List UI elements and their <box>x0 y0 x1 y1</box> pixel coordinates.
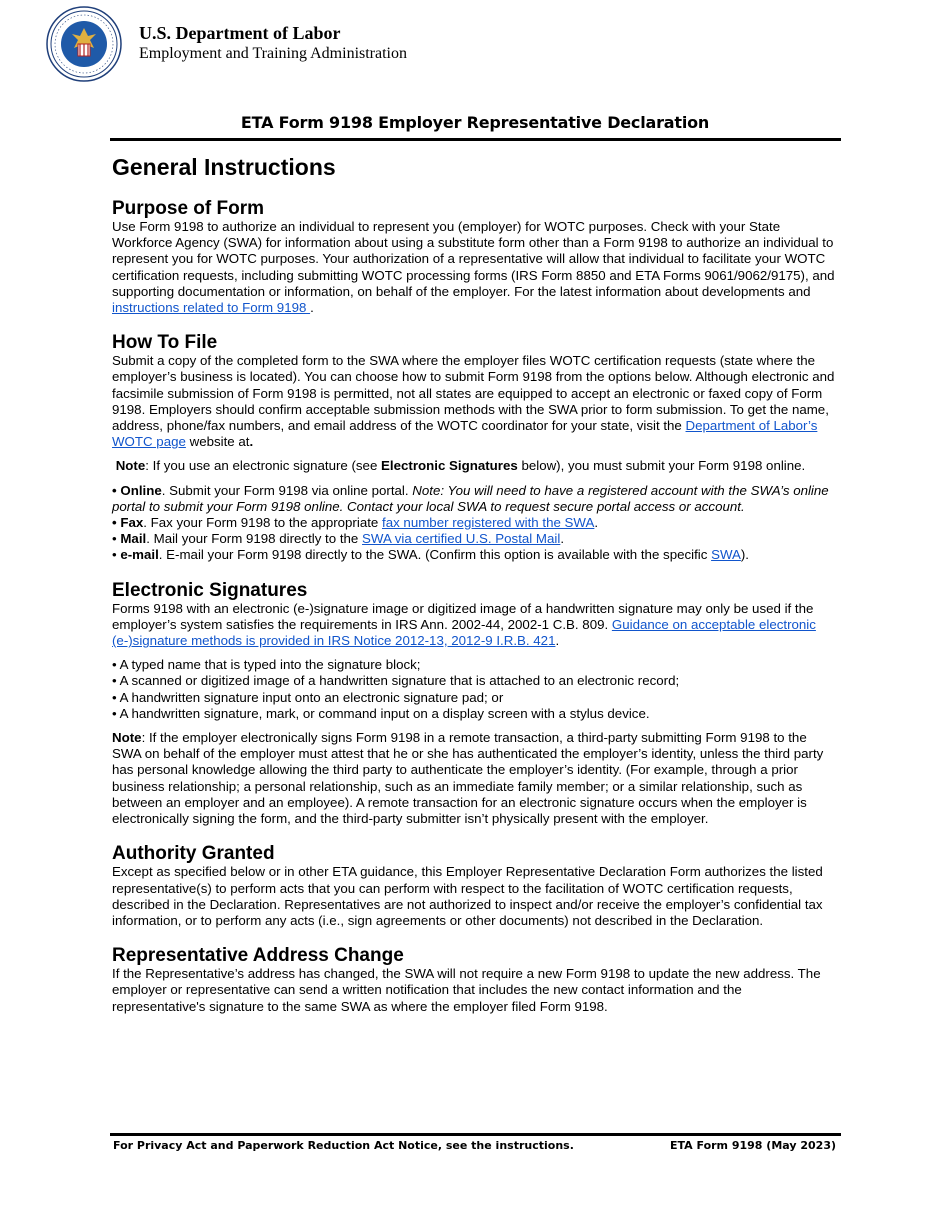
fax-end: . <box>594 515 599 531</box>
list-item: • A typed name that is typed into the signature block; <box>112 657 421 673</box>
page-title: General Instructions <box>112 154 336 180</box>
form-title: ETA Form 9198 Employer Representative Declaration <box>240 113 710 132</box>
note-text: : If the employer electronically signs Form 9198 in a remote transaction, a third-party submitting Form 9198 to the SWA on behalf of the employer must attest that he or she has authenticated the employer’s identity, unless the third party has personal knowledge allowing the third party to authenticate the employer’s identity. (For example, through a prior business relationship; a personal relationship, such as an immediate family member; or a similar relationship, such as between an employer and an employee). A remote transaction for an electronic signature occurs when the employer is electronically signing the form, and the third-party submitter isn’t physically present with the employer. <box>112 730 824 827</box>
online-note: Note: You will need to have a registered account with the SWA’s online portal to submit your Form 9198 online. Contact your local SWA to request secure portal access or account. <box>112 482 829 514</box>
signature-methods-list <box>112 657 838 722</box>
purpose-end: . <box>310 300 314 316</box>
note-text-a: : If you use an electronic signature (see <box>145 458 382 474</box>
esign-text: Forms 9198 with an electronic (e-)signature image or digitized image of a handwritten signature may only be used if the employer’s system satisfies the requirements in IRS Ann. 2002-44, 2002-1 C.B. 809. <box>112 600 814 632</box>
dol-seal-icon <box>46 6 122 82</box>
section-heading: Authority Granted <box>112 843 275 865</box>
list-item-fax <box>112 515 838 531</box>
section-heading: Electronic Signatures <box>112 579 308 601</box>
certified-mail-link[interactable]: SWA via certified U.S. Postal Mail <box>362 531 561 547</box>
how-to-file-period: . <box>249 434 254 450</box>
instructions-body <box>112 152 838 1031</box>
swa-link[interactable]: SWA <box>711 547 741 563</box>
purpose-text: Use Form 9198 to authorize an individual to represent you (employer) for WOTC purposes. Check with your State Workforce Agency (SWA) for information about using a substitute form other than a Form 9198 to authorize an individual to represent you for WOTC purposes. Your authorization of a representative will allow that individual to facilitate your WOTC certification requests, including submitting WOTC processing forms (IRS Form 8850 and ETA Forms 9061/9062/9175), and supporting documentation or information, on behalf of the employer. For the latest information about developments and <box>112 219 835 299</box>
section-how-to-file <box>112 332 838 563</box>
submission-methods-list <box>112 483 838 564</box>
note-label: Note <box>112 730 142 746</box>
form-version: ETA Form 9198 (May 2023) <box>670 1139 836 1152</box>
section-text: If the Representative’s address has changed, the SWA will not require a new Form 9198 to update the new address. The employer or representative can send a written notification that includes the new contact information and the representative's signature to the same SWA as where the employer filed Form 9198. <box>112 966 821 1014</box>
list-item-email <box>112 547 838 563</box>
note-bold: Electronic Signatures <box>381 458 518 474</box>
online-label: • Online <box>112 482 162 498</box>
section-text <box>112 219 838 316</box>
how-to-file-text: Submit a copy of the completed form to the SWA where the employer files WOTC certification requests (state where the employer’s business is located). You can choose how to submit Form 9198 from the options below. Although electronic and facsimile submission of Form 9198 is permitted, not all states are equipped to accept an electronic or faxed copy of Form 9198. Employers should confirm acceptable submission methods with the SWA prior to form submission. To get the name, address, phone/fax numbers, and email address of the WOTC coordinator for your state, visit the <box>112 353 835 434</box>
list-item-online <box>112 483 838 515</box>
email-label: e-mail <box>120 547 159 563</box>
section-text <box>112 601 838 650</box>
esign-end: . <box>555 633 560 649</box>
section-electronic-signatures <box>112 580 838 828</box>
section-heading: Purpose of Form <box>112 198 265 219</box>
mail-text: . Mail your Form 9198 directly to the <box>146 531 363 547</box>
list-item: • A handwritten signature, mark, or command input on a display screen with a stylus device. <box>112 705 650 721</box>
section-authority-granted <box>112 843 838 929</box>
form-9198-instructions-link[interactable]: instructions related to Form 9198 <box>112 300 311 316</box>
section-address-change <box>112 945 838 1015</box>
agency-block <box>139 22 407 64</box>
list-item: • A handwritten signature input onto an electronic signature pad; or <box>112 689 504 705</box>
remote-transaction-note <box>112 730 838 827</box>
mail-bullet: • <box>112 531 121 547</box>
agency-name: U.S. Department of Labor <box>139 23 341 43</box>
how-to-file-text-end: website at <box>185 434 250 450</box>
footer-divider <box>110 1133 841 1136</box>
email-text: . E-mail your Form 9198 directly to the SWA. (Confirm this option is available with the specific <box>158 547 712 563</box>
list-item: • A scanned or digitized image of a handwritten signature that is attached to an electronic record; <box>112 673 680 689</box>
fax-label: • Fax <box>112 515 144 531</box>
section-heading: Representative Address Change <box>112 945 404 967</box>
fax-text: . Fax your Form 9198 to the appropriate <box>143 515 382 531</box>
mail-label: Mail <box>120 531 147 547</box>
header-divider <box>110 138 841 141</box>
mail-end: . <box>560 531 565 547</box>
privacy-notice: For Privacy Act and Paperwork Reduction Act Notice, see the instructions. <box>113 1139 574 1152</box>
email-bullet: • <box>112 547 121 563</box>
note-text-b: below), you must submit your Form 9198 online. <box>517 458 806 474</box>
email-end: ). <box>740 547 749 563</box>
list-item-mail <box>112 531 838 547</box>
section-text <box>112 353 838 450</box>
section-purpose <box>112 198 838 316</box>
online-text: . Submit your Form 9198 via online portal. <box>161 482 413 498</box>
agency-subtitle: Employment and Training Administration <box>139 45 407 62</box>
wotc-page-link[interactable]: Department of Labor’s WOTC page <box>112 418 818 450</box>
section-text: Except as specified below or in other ETA guidance, this Employer Representative Declaration Form authorizes the listed representative(s) to perform acts that you can perform with respect to the facilitation of WOTC certification requests, described in the Declaration. Representatives are not authorized to inspect and/or receive the employer’s confidential tax information, or to perform any acts (i.e., sign agreements or other documents) not described in the Declaration. <box>112 864 823 928</box>
note-label: Note <box>115 458 146 474</box>
irs-notice-link[interactable]: Guidance on acceptable electronic (e-)signature methods is provided in IRS Notice 2012-13, 2012-9 I.R.B. 421 <box>112 616 816 649</box>
fax-number-link[interactable]: fax number registered with the SWA <box>382 515 595 531</box>
electronic-signature-note <box>112 458 838 474</box>
section-heading: How To File <box>112 332 218 354</box>
